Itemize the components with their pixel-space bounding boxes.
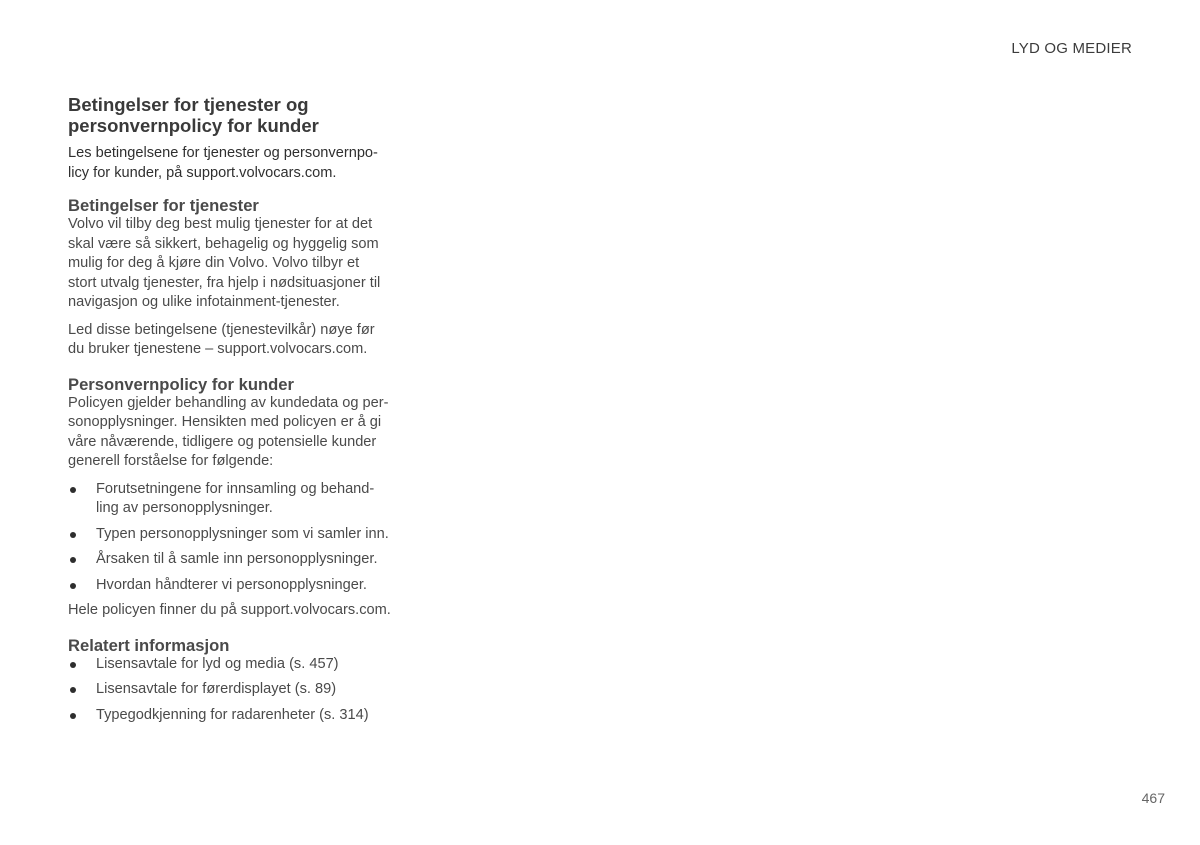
bullet-dot-icon <box>70 557 76 563</box>
page-number: 467 <box>1141 790 1165 806</box>
intro-paragraph <box>68 144 408 183</box>
list-item-line-1: Årsaken til å samle inn personopplysninger. <box>96 551 378 567</box>
related-heading: Relatert informasjon <box>68 635 230 655</box>
list-item-line-2: ling av personopplysninger. <box>96 500 273 516</box>
intro-line-2: licy for kunder, på support.volvocars.com. <box>68 164 337 181</box>
related-link-item[interactable] <box>68 706 408 726</box>
text-line: skal være så sikkert, behagelig og hyggelig som <box>68 235 379 252</box>
text-line: Volvo vil tilby deg best mulig tjenester for at det <box>68 216 373 232</box>
services-paragraph-2 <box>68 321 408 360</box>
bullet-dot-icon <box>70 583 76 589</box>
related-link-audio-license[interactable]: Lisensavtale for lyd og media (s. 457) <box>96 655 339 672</box>
list-item-line-1: Forutsetningene for innsamling og behand- <box>96 480 375 497</box>
bullet-dot-icon <box>70 532 76 538</box>
list-item-line-1: Hvordan håndterer vi personopplysninger. <box>96 576 367 593</box>
text-line: mulig for deg å kjøre din Volvo. Volvo tilbyr et <box>68 255 360 271</box>
related-link-radar-approval[interactable]: Typegodkjenning for radarenheter (s. 314) <box>96 706 369 723</box>
privacy-closing: Hele policyen finner du på support.volvocars.com. <box>68 602 391 618</box>
text-line: våre nåværende, tidligere og potensielle kunder <box>68 433 377 450</box>
privacy-paragraph <box>68 394 408 472</box>
services-paragraph-1 <box>68 215 408 313</box>
related-link-item[interactable] <box>68 655 408 675</box>
list-item <box>68 576 408 596</box>
bullet-dot-icon <box>70 487 76 493</box>
page-title-line-2: personvernpolicy for kunder <box>68 115 319 136</box>
page-title-line-1: Betingelser for tjenester og <box>68 94 309 115</box>
main-column <box>68 94 408 731</box>
services-heading: Betingelser for tjenester <box>68 196 259 215</box>
bullet-dot-icon <box>70 662 76 668</box>
text-line: stort utvalg tjenester, fra hjelp i nødsituasjoner til <box>68 274 381 291</box>
list-item-line-1: Typen personopplysninger som vi samler inn. <box>96 525 389 542</box>
text-line: navigasjon og ulike infotainment-tjenester. <box>68 294 340 310</box>
text-line: du bruker tjenestene – support.volvocars.com. <box>68 341 368 357</box>
text-line: Policyen gjelder behandling av kundedata og per- <box>68 394 389 411</box>
privacy-bullet-list <box>68 480 408 596</box>
list-item <box>68 550 408 570</box>
text-line: Led disse betingelsene (tjenestevilkår) nøye før <box>68 321 375 338</box>
running-header: LYD OG MEDIER <box>1011 40 1132 57</box>
text-line: sonopplysninger. Hensikten med policyen er å gi <box>68 414 382 430</box>
related-link-driver-display-license[interactable]: Lisensavtale for førerdisplayet (s. 89) <box>96 681 337 697</box>
bullet-dot-icon <box>70 687 76 693</box>
list-item <box>68 480 408 519</box>
bullet-dot-icon <box>70 713 76 719</box>
privacy-heading: Personvernpolicy for kunder <box>68 374 294 394</box>
text-line: generell forståelse for følgende: <box>68 453 274 469</box>
list-item <box>68 525 408 545</box>
related-links-list <box>68 655 408 726</box>
intro-line-1: Les betingelsene for tjenester og personvernpo- <box>68 145 378 161</box>
related-link-item[interactable] <box>68 680 408 700</box>
page-title <box>68 94 408 136</box>
